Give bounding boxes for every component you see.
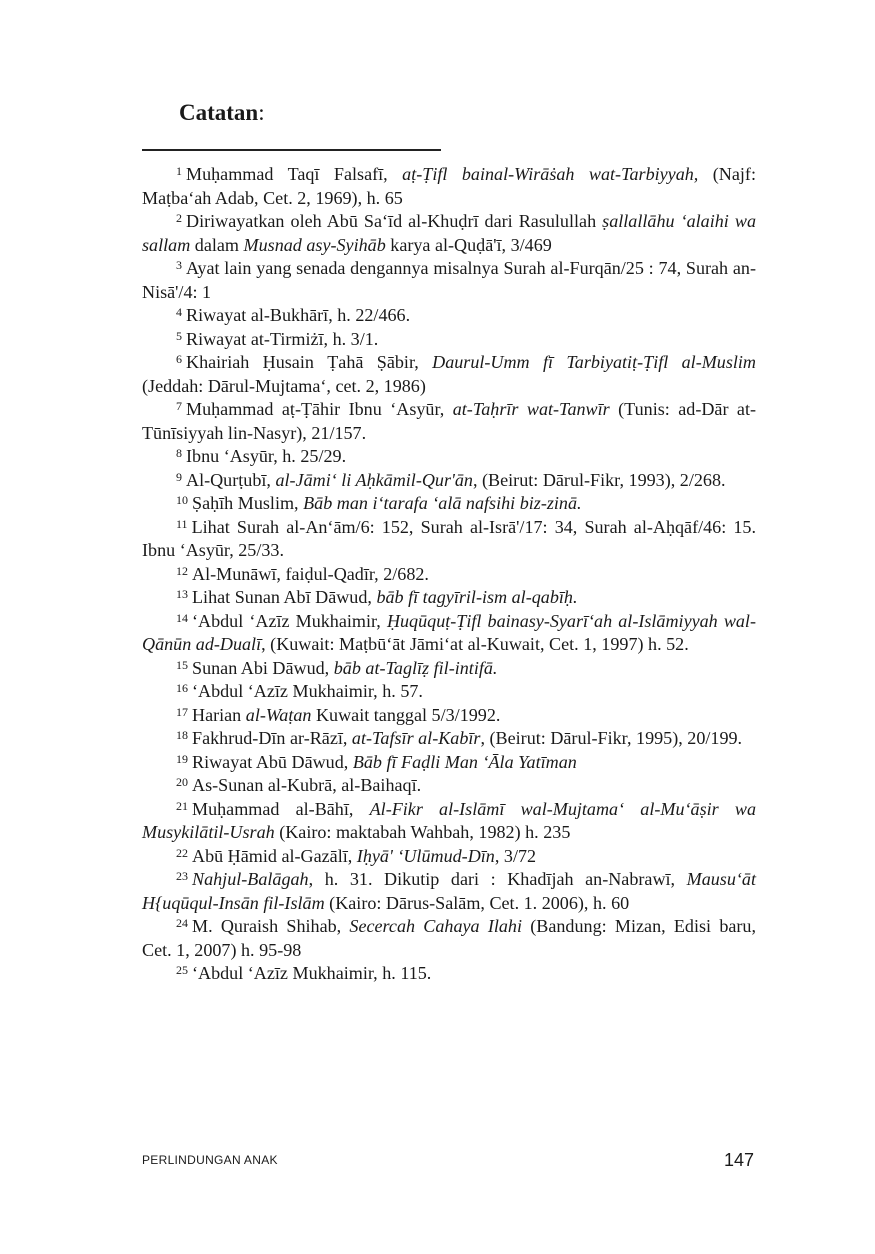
footnote-text: Al-Qurṭubī, xyxy=(186,469,276,490)
footnote-number: 1 xyxy=(176,164,182,178)
footnote-title-italic: Daurul-Umm fī Tarbiyatiṭ-Ṭifl al-Muslim xyxy=(432,352,757,372)
footnote-text: As-Sunan al-Kubrā, al-Baihaqī. xyxy=(192,775,422,795)
footnote-title-italic: bāb at-Taglīẓ fil-intifā. xyxy=(333,657,498,678)
footnote-text: M. Quraish Shihab, xyxy=(192,916,350,936)
footnote-title-italic: bāb fī tagyīril-ism al-qabīḥ. xyxy=(376,587,578,607)
footnote-text: Sunan Abi Dāwud, xyxy=(192,657,334,678)
footnote xyxy=(142,962,756,986)
footnote-text: , (Kuwait: Maṭbū‘āt Jāmi‘at al-Kuwait, Cet. 1, 1997) h. 52. xyxy=(261,634,689,654)
footnote-text: Ayat lain yang senada dengannya misalnya Surah al-Furqān/25 : 74, Surah an-Nisā'/4: 1 xyxy=(142,258,756,302)
footnote-number: 16 xyxy=(176,681,188,695)
footnote xyxy=(142,610,756,657)
footnote-divider xyxy=(142,149,441,151)
footnote xyxy=(142,257,756,304)
footnote-text: Lihat Surah al-An‘ām/6: 152, Surah al-Isrā'/17: 34, Surah al-Aḥqāf/46: 15. Ibnu ‘Asyūr, 25/33. xyxy=(142,516,756,560)
footnote-number: 2 xyxy=(176,211,182,225)
footnote xyxy=(142,563,756,587)
footnote-number: 4 xyxy=(176,305,182,319)
heading-title: Catatan xyxy=(179,100,259,125)
footnote xyxy=(142,774,756,798)
footnote-number: 13 xyxy=(176,587,188,601)
footnote-number: 18 xyxy=(176,728,188,742)
footnote-list xyxy=(142,163,756,986)
footnote-title-italic: al-Jāmi‘ li Aḥkāmil-Qur'ān xyxy=(275,469,473,490)
footnote xyxy=(142,586,756,610)
footnote-number: 12 xyxy=(176,563,188,578)
footnote-number: 25 xyxy=(176,963,188,977)
footnote-text: (Kairo: Dārus-Salām, Cet. 1. 2006), h. 60 xyxy=(324,892,630,913)
footnote xyxy=(142,845,756,869)
footnote-title-italic: Ḥuqūquṭ-Ṭifl bainasy-Syarī‘ah al-Islāmiyyah wal-Qānūn ad-Dualī xyxy=(142,610,756,654)
footnote xyxy=(142,328,756,352)
footnote xyxy=(142,492,756,516)
footnote-number: 3 xyxy=(176,258,182,272)
footnote-number: 11 xyxy=(176,516,188,531)
footnote-title-italic: at-Tafsīr al-Kabīr xyxy=(351,728,481,748)
footnote-number: 23 xyxy=(176,869,188,883)
footnote-text: Abū Ḥāmid al-Gazālī, xyxy=(192,845,357,866)
footnote xyxy=(142,516,756,563)
footnote xyxy=(142,751,756,775)
footnote-text: ‘Abdul ‘Azīz Mukhaimir, h. 115. xyxy=(192,963,432,983)
footnote xyxy=(142,680,756,704)
footnote-text: (Najf: Maṭba‘ah Adab, Cet. 2, 1969), h. 65 xyxy=(142,164,756,208)
footnote-text: Muḥammad al-Bāhī, xyxy=(192,798,370,819)
footnote xyxy=(142,163,756,210)
footnote-number: 24 xyxy=(176,916,188,930)
footnote xyxy=(142,915,756,962)
footnote-text: Ibnu ‘Asyūr, h. 25/29. xyxy=(186,446,347,466)
footnote-text: Riwayat al-Bukhārī, h. 22/466. xyxy=(186,305,411,325)
footnote-text: Khairiah Ḥusain Ṭahā Ṣābir, xyxy=(186,352,433,372)
footnote-number: 14 xyxy=(176,610,188,625)
footnote xyxy=(142,727,756,751)
footnote-text: Riwayat Abū Dāwud, xyxy=(192,751,353,772)
footnote-text: Fakhrud-Dīn ar-Rāzī, xyxy=(192,728,352,748)
footnote xyxy=(142,398,756,445)
footnote xyxy=(142,304,756,328)
footnote-title-italic: Bāb fī Faḍli Man ‘Āla Yatīman xyxy=(352,751,577,772)
footnote xyxy=(142,868,756,915)
footnote-title-italic: ṣallallāhu ‘alaihi wa sallam xyxy=(142,211,756,255)
heading-colon: : xyxy=(258,100,265,125)
footnote-text: karya al-Quḍā'ī, 3/469 xyxy=(385,234,552,255)
footnote-text: Lihat Sunan Abī Dāwud, xyxy=(192,587,377,607)
footnote-number: 10 xyxy=(176,493,188,507)
footnote-title-italic: Nahjul-Balāgah xyxy=(192,869,309,889)
footnote-text: Kuwait tanggal 5/3/1992. xyxy=(311,704,501,725)
footnote xyxy=(142,351,756,398)
footnote-text: Muḥammad aṭ-Ṭāhir Ibnu ‘Asyūr, xyxy=(186,399,453,419)
footnote-text: , 3/72 xyxy=(494,845,537,866)
running-footer-title: PERLINDUNGAN ANAK xyxy=(142,1153,278,1167)
footnote-text: Al-Munāwī, faiḍul-Qadīr, 2/682. xyxy=(192,563,429,584)
footnote-title-italic: al-Waṭan xyxy=(245,704,312,725)
footnote-text: , (Beirut: Dārul-Fikr, 1993), 2/268. xyxy=(472,469,726,490)
footnote-text: Harian xyxy=(192,704,246,725)
footnote-text: Ṣaḥīh Muslim, xyxy=(192,493,304,513)
footnote-number: 19 xyxy=(176,751,188,766)
footnote-title-italic: Secercah Cahaya Ilahi xyxy=(349,916,523,936)
footnote-text: ‘Abdul ‘Azīz Mukhaimir, xyxy=(192,610,387,631)
footnote-number: 5 xyxy=(176,328,182,343)
footnote xyxy=(142,469,756,493)
footnote-title-italic: Bāb man i‘tarafa ‘alā nafsihi biz-zinā. xyxy=(303,493,582,513)
footnote-number: 15 xyxy=(176,657,188,672)
footnote-text: (Bandung: Mizan, Edisi baru, Cet. 1, 2007) h. 95-98 xyxy=(142,916,756,960)
footnote-text: dalam xyxy=(190,234,244,255)
footnote xyxy=(142,798,756,845)
footnote-title-italic: Musnad asy-Syihāb xyxy=(243,234,386,255)
footnote-number: 9 xyxy=(176,469,182,484)
footnote-text: (Tunis: ad-Dār at-Tūnīsiyyah lin-Nasyr), 21/157. xyxy=(142,399,757,443)
footnote-number: 22 xyxy=(176,845,188,860)
footnote-title-italic: at-Taḥrīr wat-Tanwīr xyxy=(452,399,610,419)
footnote-title-italic: Iḥyā' ‘Ulūmud-Dīn xyxy=(356,845,495,866)
footnote-text: (Kairo: maktabah Wahbah, 1982) h. 235 xyxy=(274,822,571,842)
footnote-title-italic: aṭ-Ṭifl bainal-Wirāṡah wat-Tarbiyyah, xyxy=(402,164,699,184)
page-heading xyxy=(179,100,265,126)
footnote-number: 6 xyxy=(176,352,182,366)
page-number: 147 xyxy=(724,1150,755,1170)
footnote-number: 17 xyxy=(176,704,188,719)
footnote-number: 8 xyxy=(176,446,182,460)
footnote-text: ‘Abdul ‘Azīz Mukhaimir, h. 57. xyxy=(192,681,423,701)
footnote-text: , (Beirut: Dārul-Fikr, 1995), 20/199. xyxy=(480,728,743,748)
footnote xyxy=(142,657,756,681)
footnote xyxy=(142,445,756,469)
footnote-number: 7 xyxy=(176,399,182,413)
footnote-text: , h. 31. Dikutip dari : Khadījah an-Nabrawī, xyxy=(308,869,687,889)
footnote-title-italic: Mausu‘āt H{uqūqul-Insān fil-Islām xyxy=(142,869,756,913)
footnote-text: Riwayat at-Tirmiżī, h. 3/1. xyxy=(186,328,379,349)
footnote-number: 20 xyxy=(176,775,188,789)
footnote-title-italic: Al-Fikr al-Islāmī wal-Mujtama‘ al-Mu‘āṣir wa Musykilātil-Usrah xyxy=(142,798,757,842)
footnote xyxy=(142,210,756,257)
footnote-text: (Jeddah: Dārul-Mujtama‘, cet. 2, 1986) xyxy=(142,375,426,396)
footnote xyxy=(142,704,756,728)
footnote-number: 21 xyxy=(176,798,188,813)
footnote-text: Diriwayatkan oleh Abū Sa‘īd al-Khuḍrī dari Rasulullah xyxy=(186,211,603,231)
footnote-text: Muḥammad Taqī Falsafī, xyxy=(186,164,403,184)
